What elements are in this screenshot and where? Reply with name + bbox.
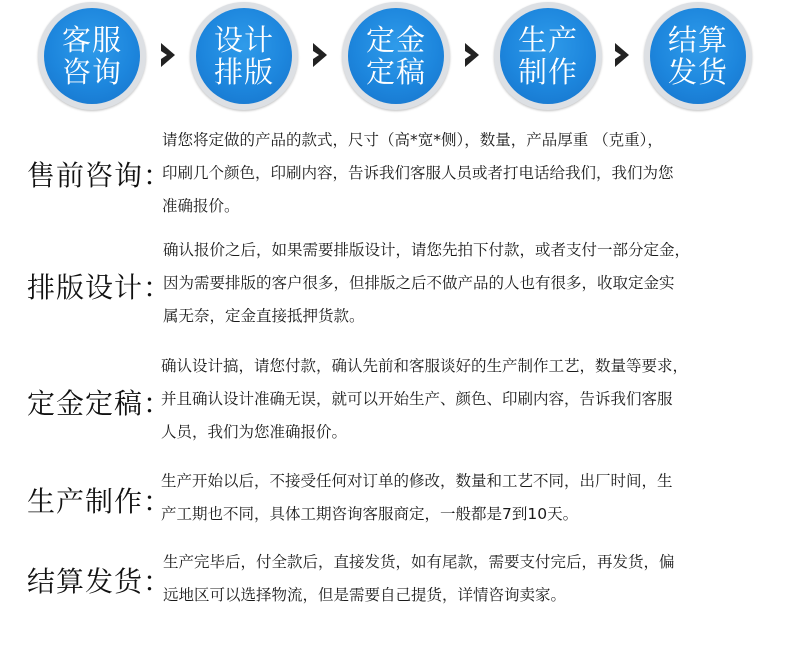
step-deposit-badge (342, 2, 450, 110)
step-deposit-label: 定金定稿 (365, 23, 426, 89)
section-title: 定金定稿： (27, 387, 173, 420)
section-line: 印刷几个颜色，印刷内容，告诉我们客服人员或者打电话给我们，我们为您 (162, 164, 674, 182)
section-body (162, 124, 674, 223)
section-line: 确认报价之后，如果需要排版设计，请您先拍下付款，或者支付一部分定金， (163, 241, 691, 259)
chevron-right-icon (312, 42, 328, 68)
step-production-label: 生产制作 (517, 23, 578, 89)
section-body (161, 465, 673, 531)
section-line: 人员，我们为您准确报价。 (161, 423, 348, 441)
section-title: 售前咨询： (27, 159, 173, 192)
step-consult-badge (38, 2, 146, 110)
step-settlement-badge (644, 2, 752, 110)
step-consult-label: 客服咨询 (61, 23, 122, 89)
section-body (161, 350, 688, 449)
section-line: 属无奈，定金直接抵押货款。 (163, 307, 365, 325)
chevron-right-icon (464, 42, 480, 68)
section-line: 并且确认设计准确无误，就可以开始生产、颜色、印刷内容，告诉我们客服 (161, 390, 673, 408)
section-line: 生产开始以后，不接受任何对订单的修改，数量和工艺不同，出厂时间，生 (161, 472, 673, 490)
step-design-label: 设计排版 (213, 23, 274, 89)
section-line: 因为需要排版的客户很多，但排版之后不做产品的人也有很多，收取定金实 (163, 274, 675, 292)
chevron-right-icon (614, 42, 630, 68)
section-line: 准确报价。 (162, 197, 240, 215)
section-body (163, 546, 675, 612)
step-design-badge (190, 2, 298, 110)
section-title: 排版设计： (27, 271, 173, 304)
section-body (163, 234, 690, 333)
step-settlement-label: 结算发货 (667, 23, 728, 89)
process-steps (0, 0, 790, 120)
section-line: 远地区可以选择物流，但是需要自己提货，详情咨询卖家。 (163, 586, 567, 604)
section-line: 生产完毕后，付全款后，直接发货，如有尾款，需要支付完后，再发货，偏 (163, 553, 675, 571)
section-title: 结算发货： (27, 565, 173, 598)
step-production-badge (494, 2, 602, 110)
section-title: 生产制作： (27, 485, 173, 518)
chevron-right-icon (160, 42, 176, 68)
section-line: 产工期也不同，具体工期咨询客服商定，一般都是7到10天。 (161, 505, 579, 523)
section-line: 请您将定做的产品的款式，尺寸（高*宽*侧），数量，产品厚重 （克重）， (162, 131, 663, 149)
section-line: 确认设计搞，请您付款，确认先前和客服谈好的生产制作工艺，数量等要求， (161, 357, 689, 375)
